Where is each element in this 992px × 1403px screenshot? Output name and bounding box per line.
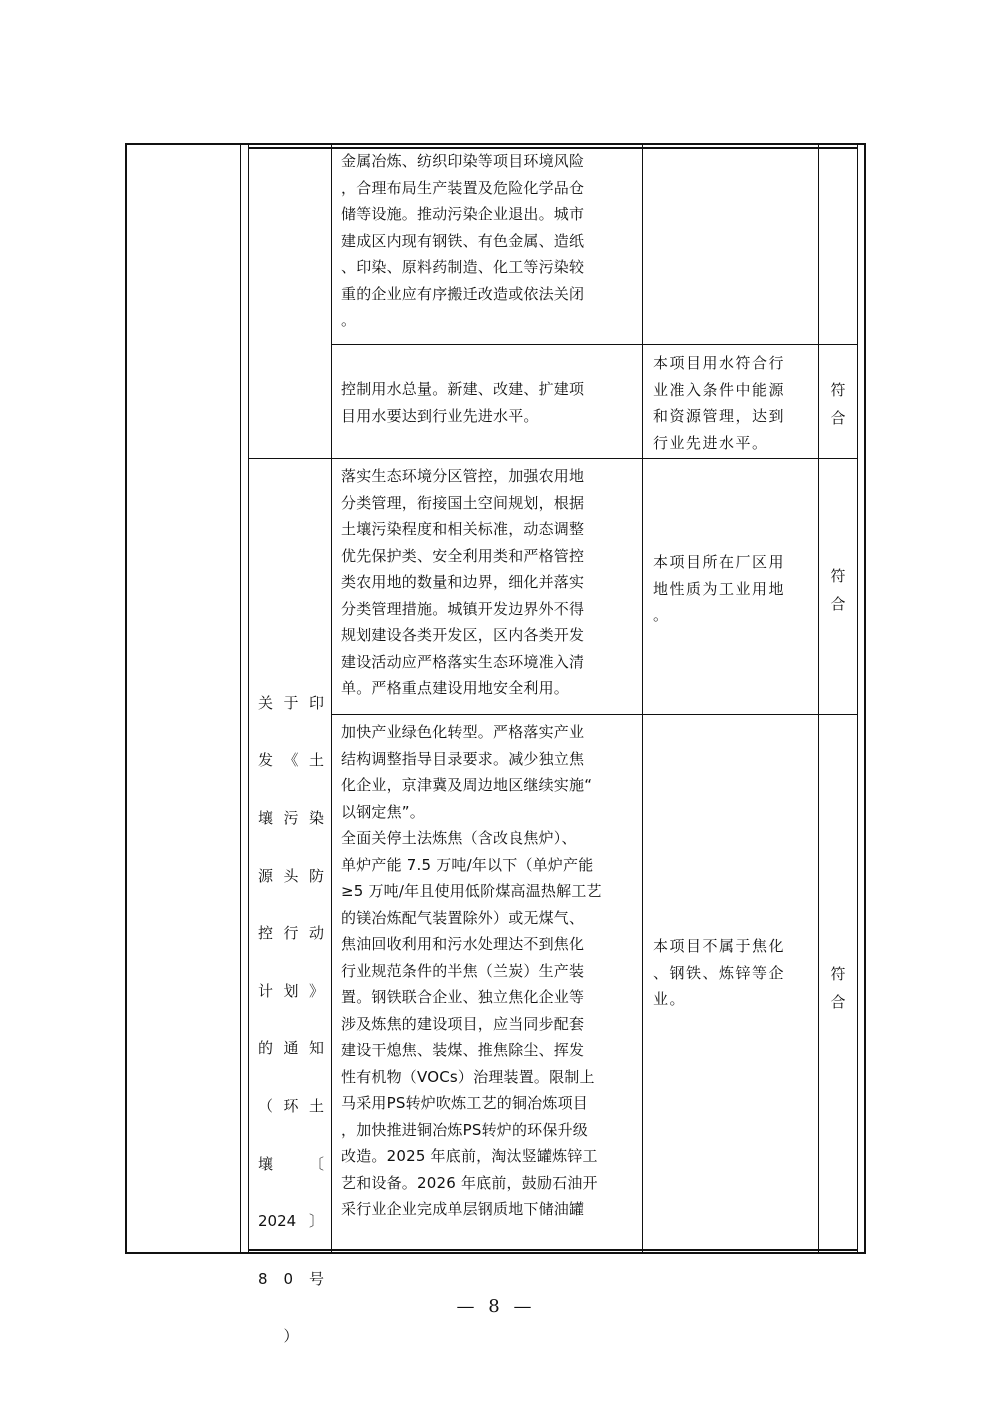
table-border-left xyxy=(125,143,127,1254)
requirement-cell: 金属冶炼、纺织印染等项目环境风险 ，合理布局生产装置及危险化学品仓 储等设施。推动污染企业退出。城市 建成区内现有钢铁、有色金属、造纸 、印染、原料药制造、化工等污染较 重的企业应有序搬迁改造或依法关闭 。 xyxy=(341,152,585,329)
result-cell: 符 合 xyxy=(830,567,846,613)
column-divider-2 xyxy=(248,143,249,1254)
row-divider-1 xyxy=(331,344,858,345)
table-border-right xyxy=(864,143,866,1254)
basis-line: 关 于 印 xyxy=(258,693,324,712)
analysis-cell: 本项目用水符合行 业准入条件中能源 和资源管理，达到 行业先进水平。 xyxy=(653,354,786,452)
basis-line: ） xyxy=(283,1327,299,1346)
basis-line: 2024 〕 xyxy=(258,1212,324,1231)
column-divider-5 xyxy=(818,143,819,1254)
basis-line: 8 0 号 xyxy=(258,1269,324,1288)
column-divider-1 xyxy=(240,143,241,1254)
column-divider-6 xyxy=(857,143,858,1254)
row-divider-3 xyxy=(331,714,858,715)
requirement-cell: 控制用水总量。新建、改建、扩建项 目用水要达到行业先进水平。 xyxy=(341,380,585,425)
table-border-top xyxy=(125,143,866,145)
basis-line: 控 行 动 xyxy=(258,924,324,943)
basis-line: 源 头 防 xyxy=(258,866,324,885)
basis-line: 的 通 知 xyxy=(258,1039,324,1058)
requirement-cell: 落实生态环境分区管控，加强农用地 分类管理，衔接国土空间规划，根据 土壤污染程度和相关标准，动态调整 优先保护类、安全利用类和严格管控 类农用地的数量和边界，细化并落实 分类管理措施。城镇开发边界外不得 规划建设各类开发区，区内各类开发 建设活动应严格落实生态环境准入清 单。严格重点建设用地安全利用。 xyxy=(341,467,585,697)
basis-line: （ 环 土 xyxy=(258,1096,324,1115)
column-divider-3 xyxy=(331,143,332,1254)
column-divider-4 xyxy=(642,143,643,1254)
result-cell: 符 合 xyxy=(830,381,846,427)
page-number: — 8 — xyxy=(456,1296,536,1317)
row-divider-2 xyxy=(248,458,858,459)
table-border-bottom xyxy=(125,1252,866,1254)
basis-line: 壤 污 染 xyxy=(258,808,324,827)
analysis-cell: 本项目不属于焦化 、钢铁、炼锌等企 业。 xyxy=(653,937,786,1008)
basis-line: 壤 〔 xyxy=(258,1154,324,1173)
result-cell: 符 合 xyxy=(830,965,846,1011)
requirement-cell: 加快产业绿色化转型。严格落实产业 结构调整指导目录要求。减少独立焦 化企业，京津冀及周边地区继续实施“ 以钢定焦”。 全面关停土法炼焦（含改良焦炉）、 单炉产能 7.5 万吨/年以下（单炉产能 ≥5 万吨/年且使用低阶煤高温热解工艺 的镁冶炼配气装置除外）或无煤气、 焦油回收利用和污水处理达不到焦化 行业规范条件的半焦（兰炭）生产装 置。钢铁联合企业、独立焦化企业等 涉及炼焦的建设项目，应当同步配套 建设干熄焦、装煤、推焦除尘、挥发 性有机物（VOCs）治理装置。限制上 马采用PS转炉吹炼工艺的铜冶炼项目 ，加快推进铜冶炼PS转炉的环保升级 改造。2025 年底前，淘汰竖罐炼锌工 艺和设备。2026 年底前，鼓励石油开 采行业企业完成单层钢质地下储油罐 xyxy=(341,723,602,1218)
basis-line: 发 《 土 xyxy=(258,751,324,770)
table-border-bottom-inner xyxy=(248,1249,858,1251)
basis-line: 计 划 》 xyxy=(258,981,324,1000)
analysis-cell: 本项目所在厂区用 地性质为工业用地 。 xyxy=(653,553,786,624)
basis-document-cell xyxy=(258,660,324,1380)
